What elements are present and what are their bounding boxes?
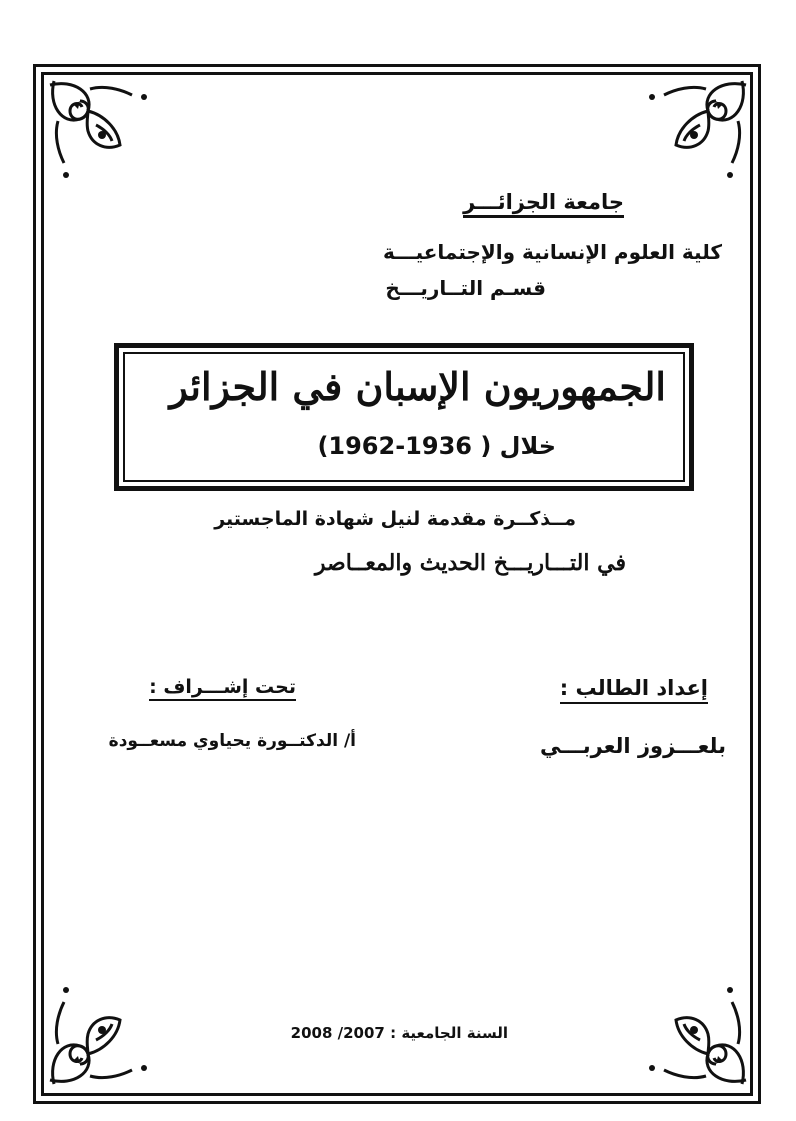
- corner-ornament-top-left: [44, 75, 164, 195]
- corner-ornament-bottom-right: [632, 970, 752, 1090]
- academic-year: السنة الجامعية : 2007/ 2008: [290, 1024, 508, 1042]
- page-border-inner: [41, 72, 753, 1096]
- corner-ornament-top-right: [632, 75, 752, 195]
- supervisor-name: أ/ الدكتــورة يحياوي مسعــودة: [108, 731, 356, 751]
- degree-field: في التـــاريـــخ الحديث والمعــاصر: [314, 550, 626, 576]
- student-name: بلعـــزوز العربـــي: [539, 734, 726, 758]
- department-name: قسـم التــاريـــخ: [385, 276, 546, 300]
- thesis-title: الجمهوريون الإسبان في الجزائر: [169, 364, 666, 409]
- supervisor-label: تحت إشـــراف :: [149, 676, 296, 701]
- university-name: جامعة الجزائـــر: [463, 190, 624, 218]
- thesis-period: خلال ( 1936-1962): [317, 432, 556, 460]
- faculty-name: كلية العلوم الإنسانية والإجتماعيـــة: [382, 240, 722, 264]
- student-label: إعداد الطالب :: [560, 676, 708, 704]
- corner-ornament-bottom-left: [44, 970, 164, 1090]
- degree-statement: مــذكــرة مقدمة لنيل شهادة الماجستير: [214, 508, 576, 530]
